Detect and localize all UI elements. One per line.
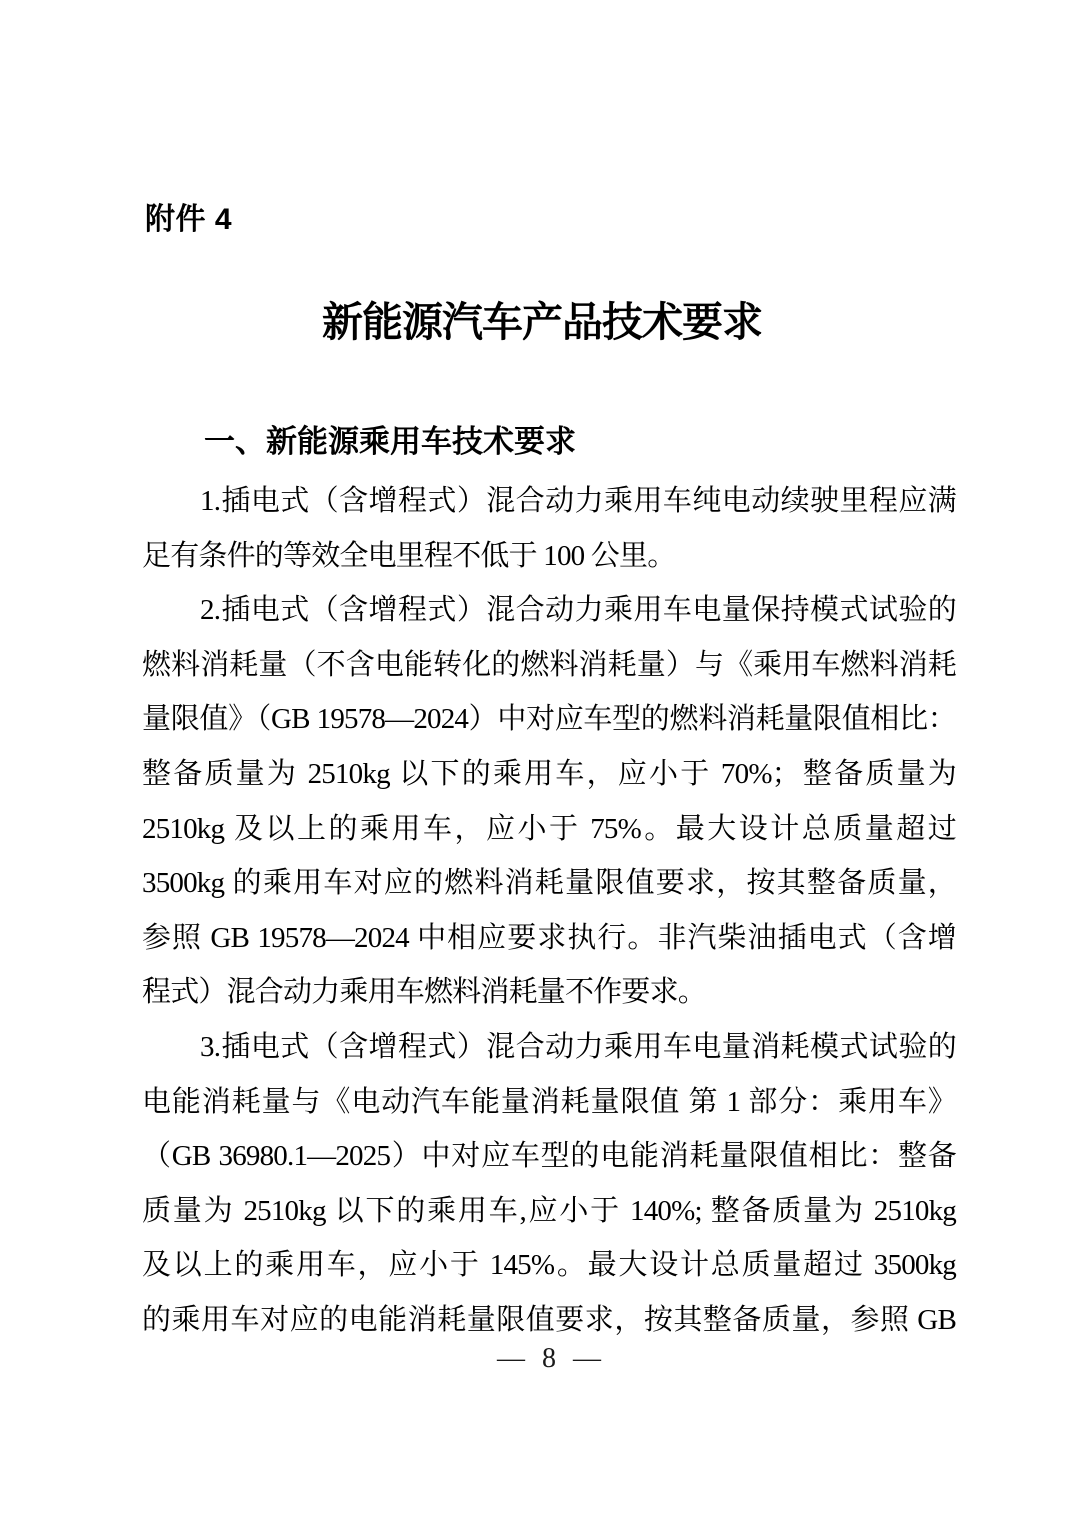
attachment-label: 附件 4 xyxy=(145,203,233,236)
body-line: 及以上的乘用车，应小于 145%。最大设计总质量超过 3500kg xyxy=(142,1249,956,1282)
body-line: 程式）混合动力乘用车燃料消耗量不作要求。 xyxy=(142,976,707,1009)
body-line: 量限值》（GB 19578—2024）中对应车型的燃料消耗量限值相比： xyxy=(142,703,956,736)
paragraph xyxy=(142,474,956,583)
body-line: 电能消耗量与《电动汽车能量消耗量限值 第 1 部分：乘用车》 xyxy=(142,1085,956,1118)
document-body xyxy=(142,474,956,1348)
body-line: 2.插电式（含增程式）混合动力乘用车电量保持模式试验的 xyxy=(200,594,956,627)
section-heading: 一、新能源乘用车技术要求 xyxy=(204,424,576,459)
document-title: 新能源汽车产品技术要求 xyxy=(322,299,762,345)
body-line: 2510kg 及以上的乘用车，应小于 75%。最大设计总质量超过 xyxy=(142,812,956,845)
body-line: 质量为 2510kg 以下的乘用车,应小于 140%; 整备质量为 2510kg xyxy=(142,1194,956,1227)
body-line: 足有条件的等效全电里程不低于 100 公里。 xyxy=(142,539,676,572)
body-line: （GB 36980.1—2025）中对应车型的电能消耗量限值相比：整备 xyxy=(142,1140,956,1173)
body-line: 3500kg 的乘用车对应的燃料消耗量限值要求，按其整备质量， xyxy=(142,867,956,900)
body-line: 参照 GB 19578—2024 中相应要求执行。非汽柴油插电式（含增 xyxy=(142,921,956,954)
body-line: 1.插电式（含增程式）混合动力乘用车纯电动续驶里程应满 xyxy=(200,485,956,517)
body-line: 的乘用车对应的电能消耗量限值要求，按其整备质量，参照 GB xyxy=(142,1303,956,1336)
body-line: 燃料消耗量（不含电能转化的燃料消耗量）与《乘用车燃料消耗 xyxy=(142,648,956,681)
page-number: — 8 — xyxy=(497,1343,601,1374)
paragraph xyxy=(142,1020,956,1348)
body-line: 整备质量为 2510kg 以下的乘用车，应小于 70%；整备质量为 xyxy=(142,757,956,790)
paragraph xyxy=(142,583,956,1020)
page-footer xyxy=(142,1342,956,1376)
body-line: 3.插电式（含增程式）混合动力乘用车电量消耗模式试验的 xyxy=(200,1030,956,1063)
